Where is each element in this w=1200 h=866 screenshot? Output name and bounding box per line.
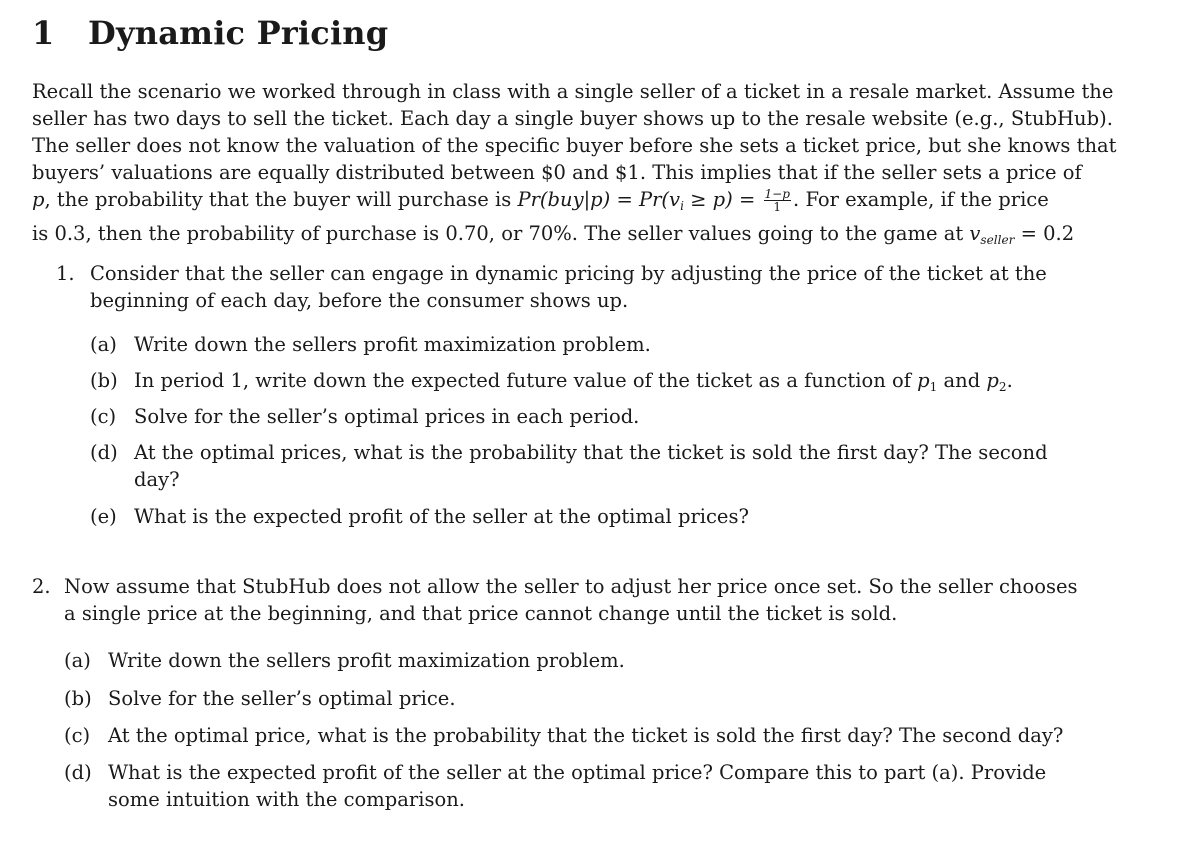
question-text: Consider that the seller can engage in dynamic pricing by adjusting the price of the ticket at the [90,262,1047,285]
subquestion-label: (a) [90,333,117,356]
intro-line: The seller does not know the valuation of the specific buyer before she sets a ticket price, but she knows that [32,134,1117,157]
subquestion-label: (c) [64,724,91,747]
question-body [90,260,1122,528]
subquestion-text: Write down the sellers profit maximization problem. [134,333,651,356]
intro-line: Recall the scenario we worked through in class with a single seller of a ticket in a resale market. Assume the [32,80,1114,103]
subquestion-label: (b) [64,687,92,710]
subquestion-label: (b) [90,369,118,392]
subquestion-text: At the optimal price, what is the probability that the ticket is sold the first day? The second day? [108,724,1064,747]
section-heading [32,14,388,52]
intro-line: buyers’ valuations are equally distributed between $0 and $1. This implies that if the seller sets a price of [32,161,1082,184]
question-number: 1. [56,262,75,285]
subquestion-text: some intuition with the comparison. [108,788,465,811]
subquestion-text: In period 1, write down the expected future value of the ticket as a function of $p_1$ and $p_2$. [134,369,1013,395]
math-v-seller: $v_{seller}$ [969,222,1015,248]
subquestion-label: (e) [90,505,117,528]
subquestion-text: Write down the sellers profit maximization problem. [108,649,625,672]
intro-line-with-formula: is 0.3, then the probability of purchase is 0.70, or 70%. The seller values going to the game at $v_{seller} = 0.2$ [32,222,1075,248]
math-p: p [32,188,45,211]
subquestion-text: Solve for the seller’s optimal price. [108,687,456,710]
section-title: Dynamic Pricing [88,14,389,52]
subquestion-text: day? [134,468,180,491]
question-number: 2. [32,575,51,598]
intro-line: seller has two days to sell the ticket. Each day a single buyer shows up to the resale website (e.g., StubHub). [32,107,1113,130]
subquestion-text: What is the expected profit of the seller at the optimal price? Compare this to part (a). Provide [108,761,1047,784]
subquestion-text: What is the expected profit of the seller at the optimal prices? [134,505,749,528]
question-text: beginning of each day, before the consumer shows up. [90,289,629,312]
subquestion-label: (d) [90,441,118,464]
subquestion-label: (c) [90,405,117,428]
question-text: a single price at the beginning, and that price cannot change until the ticket is sold. [64,602,898,625]
subquestion-label: (a) [64,649,91,672]
subquestion-label: (d) [64,761,92,784]
intro-line-with-formula: p, the probability that the buyer will purchase is $Pr(buy|p) = Pr(v_i \ge p)$ = $\frac{1-p}{1}$ . For example, if the price [32,186,1049,214]
intro-paragraph [32,78,1122,254]
math-fraction: $\frac{1-p}{1}$ [764,186,791,214]
math-probability: $Pr(buy|p) = Pr(v_i \ge p)$ = [517,188,762,214]
question-text: Now assume that StubHub does not allow the seller to adjust her price once set. So the seller chooses [64,575,1078,598]
subquestion-text: At the optimal prices, what is the probability that the ticket is sold the first day? The second [134,441,1048,464]
question-body [64,573,1122,811]
subquestion-text: Solve for the seller’s optimal prices in each period. [134,405,640,428]
section-number: 1 [32,14,55,52]
